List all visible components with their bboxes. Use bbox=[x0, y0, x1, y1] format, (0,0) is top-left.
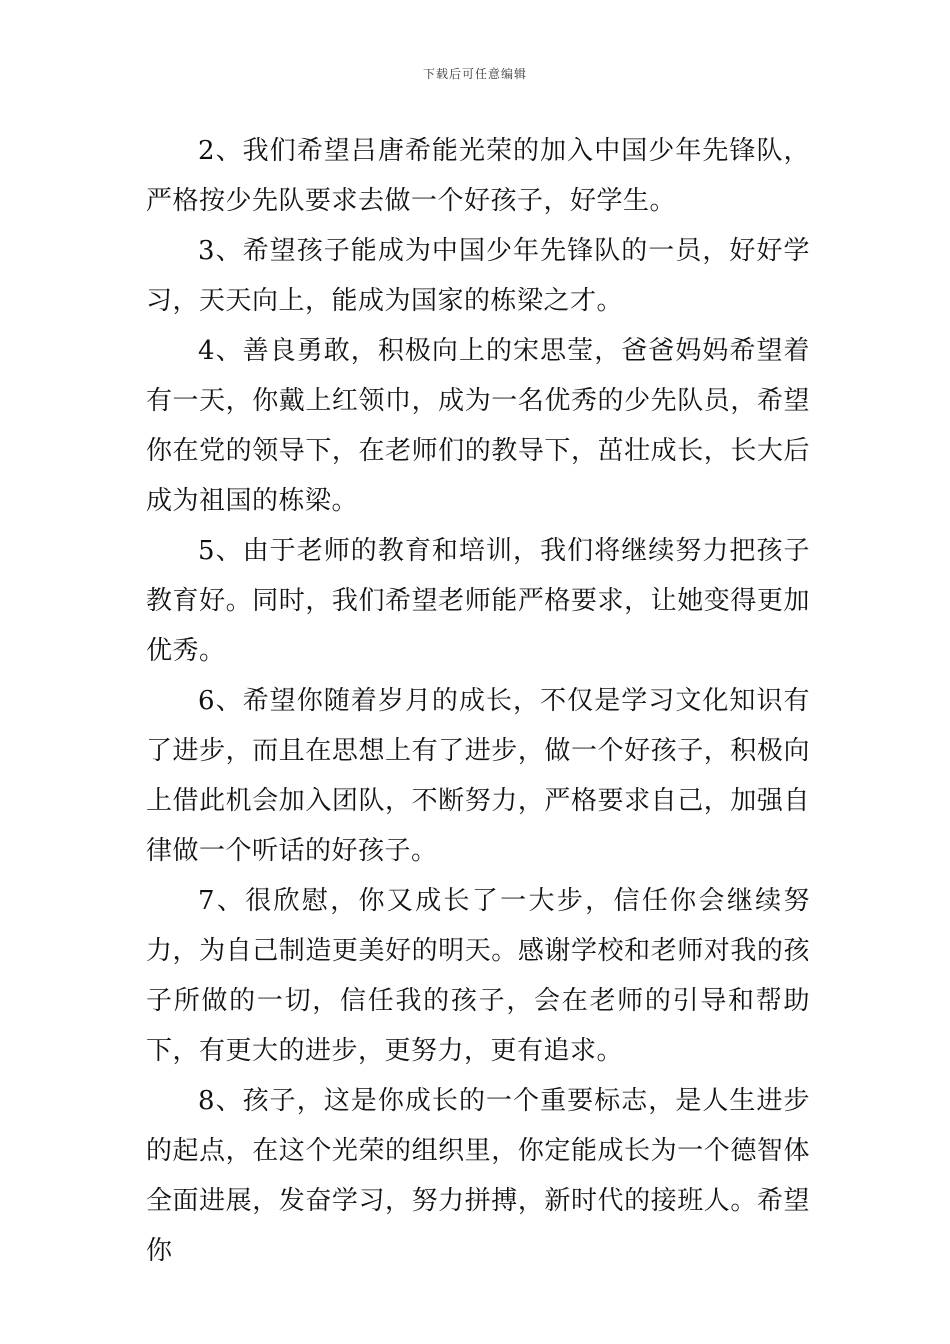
paragraph-7: 7、很欣慰，你又成长了一大步，信任你会继续努力，为自己制造更美好的明天。感谢学校和老师对我的孩子所做的一切，信任我的孩子，会在老师的引导和帮助下，有更大的进步，更努力，更有追求。 bbox=[146, 886, 810, 1066]
page-header: 下载后可任意编辑 bbox=[422, 67, 527, 81]
document-body bbox=[146, 126, 810, 1276]
paragraph-3: 3、希望孩子能成为中国少年先锋队的一员，好好学习，天天向上，能成为国家的栋梁之才。 bbox=[146, 236, 810, 316]
paragraph-5: 5、由于老师的教育和培训，我们将继续努力把孩子教育好。同时，我们希望老师能严格要求，让她变得更加优秀。 bbox=[146, 536, 810, 666]
paragraph-6: 6、希望你随着岁月的成长，不仅是学习文化知识有了进步，而且在思想上有了进步，做一个好孩子，积极向上借此机会加入团队，不断努力，严格要求自己，加强自律做一个听话的好孩子。 bbox=[146, 686, 810, 866]
paragraph-2: 2、我们希望吕唐希能光荣的加入中国少年先锋队，严格按少先队要求去做一个好孩子，好学生。 bbox=[146, 136, 810, 216]
paragraph-8: 8、孩子，这是你成长的一个重要标志，是人生进步的起点，在这个光荣的组织里，你定能成长为一个德智体全面进展，发奋学习，努力拼搏，新时代的接班人。希望你 bbox=[146, 1086, 810, 1266]
paragraph-4: 4、善良勇敢，积极向上的宋思莹，爸爸妈妈希望着有一天，你戴上红领巾，成为一名优秀的少先队员，希望你在党的领导下，在老师们的教导下，茁壮成长，长大后成为祖国的栋梁。 bbox=[146, 336, 810, 516]
